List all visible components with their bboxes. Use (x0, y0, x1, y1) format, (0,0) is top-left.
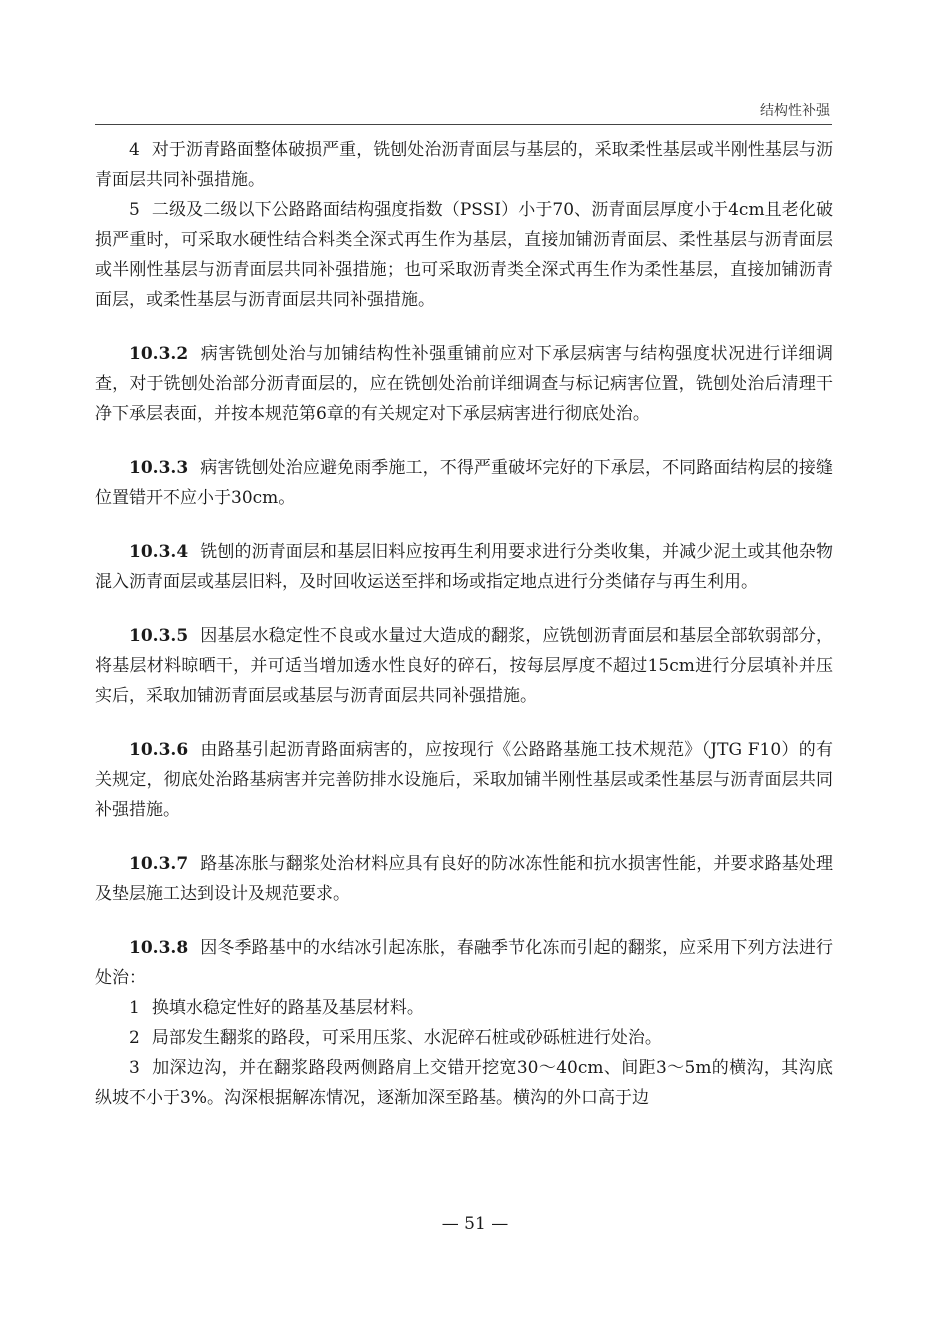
list-item: 5 二级及二级以下公路路面结构强度指数（PSSI）小于70、沥青面层厚度小于4cm且老化破损严重时，可采取水硬性结合料类全深式再生作为基层，直接加铺沥青面层、柔性基层与沥青面层或半刚性基层与沥青面层共同补强措施；也可采取沥青类全深式再生作为柔性基层，直接加铺沥青面层，或柔性基层与沥青面层共同补强措施。 (95, 200, 833, 310)
header-rule (95, 124, 832, 125)
running-header-title: 结构性补强 (760, 103, 830, 119)
list-item: 2 局部发生翻浆的路段，可采用压浆、水泥碎石桩或砂砾桩进行处治。 (129, 1028, 662, 1048)
clause-10-3-4: 10.3.4 铣刨的沥青面层和基层旧料应按再生利用要求进行分类收集，并减少泥土或其他杂物混入沥青面层或基层旧料，及时回收运送至拌和场或指定地点进行分类储存与再生利用。 (95, 542, 833, 592)
clause-10-3-3: 10.3.3 病害铣刨处治应避免雨季施工，不得严重破坏完好的下承层，不同路面结构层的接缝位置错开不应小于30cm。 (95, 458, 833, 508)
page-body (95, 135, 833, 1113)
page-number: — 51 — (441, 1214, 509, 1234)
list-item: 3 加深边沟，并在翻浆路段两侧路肩上交错开挖宽30～40cm、间距3～5m的横沟，其沟底纵坡不小于3%。沟深根据解冻情况，逐渐加深至路基。横沟的外口高于边 (95, 1058, 833, 1108)
clause-10-3-8: 10.3.8 因冬季路基中的水结冰引起冻胀，春融季节化冻而引起的翻浆，应采用下列方法进行处治： (95, 938, 833, 988)
clause-10-3-6: 10.3.6 由路基引起沥青路面病害的，应按现行《公路路基施工技术规范》（JTG F10）的有关规定，彻底处治路基病害并完善防排水设施后，采取加铺半刚性基层或柔性基层与沥青面层共同补强措施。 (95, 740, 833, 820)
clause-10-3-2: 10.3.2 病害铣刨处治与加铺结构性补强重铺前应对下承层病害与结构强度状况进行详细调查，对于铣刨处治部分沥青面层的，应在铣刨处治前详细调查与标记病害位置，铣刨处治后清理干净下承层表面，并按本规范第6章的有关规定对下承层病害进行彻底处治。 (95, 344, 833, 424)
clause-10-3-7: 10.3.7 路基冻胀与翻浆处治材料应具有良好的防冰冻性能和抗水损害性能，并要求路基处理及垫层施工达到设计及规范要求。 (95, 854, 833, 904)
list-item: 1 换填水稳定性好的路基及基层材料。 (129, 998, 424, 1018)
clause-10-3-5: 10.3.5 因基层水稳定性不良或水量过大造成的翻浆，应铣刨沥青面层和基层全部软弱部分，将基层材料晾晒干，并可适当增加透水性良好的碎石，按每层厚度不超过15cm进行分层填补并压实后，采取加铺沥青面层或基层与沥青面层共同补强措施。 (95, 626, 833, 706)
list-item: 4 对于沥青路面整体破损严重，铣刨处治沥青面层与基层的，采取柔性基层或半刚性基层与沥青面层共同补强措施。 (95, 140, 833, 190)
